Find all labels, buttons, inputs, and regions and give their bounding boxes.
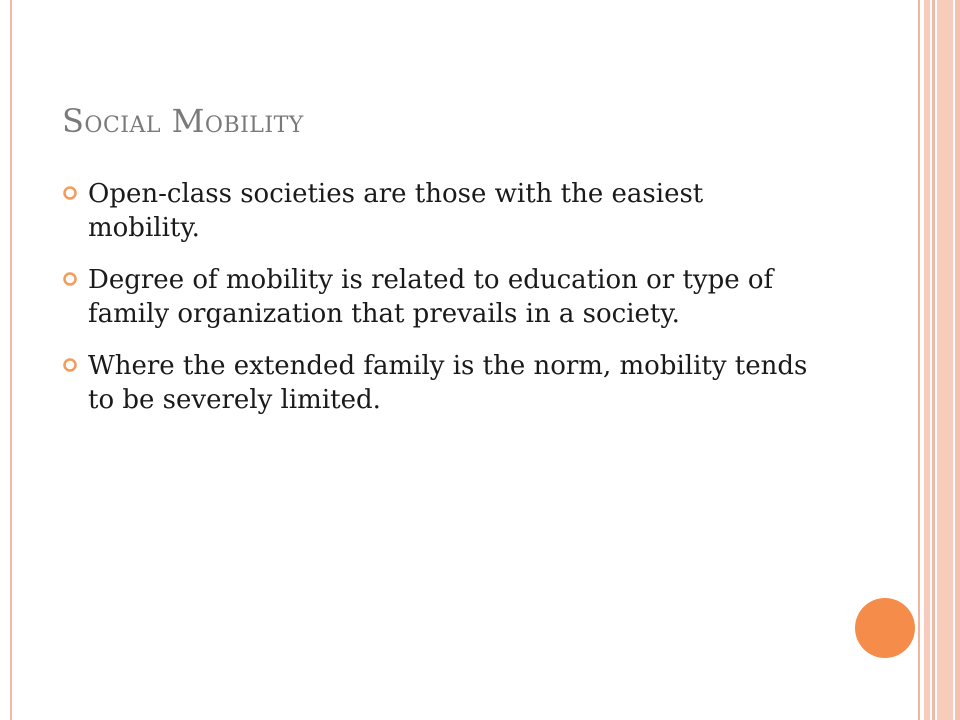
bullet-item [60,263,820,331]
bullet-item [60,177,820,245]
right-stripe [955,0,960,720]
bullet-text: Open-class societies are those with the easiest mobility. [88,179,704,243]
ring-bullet-icon [62,185,78,201]
slide-title: Social Mobility [62,102,304,140]
right-stripe [918,0,920,720]
bullet-text: Where the extended family is the norm, mobility tends to be severely limited. [88,351,808,415]
accent-circle [855,598,915,658]
ring-bullet-icon [62,271,78,287]
right-stripe [937,0,953,720]
bullet-item [60,349,820,417]
right-stripe [924,0,930,720]
ring-bullet-icon [62,357,78,373]
left-border-line [10,0,12,720]
bullet-list [60,177,820,435]
right-stripe [932,0,935,720]
bullet-text: Degree of mobility is related to education or type of family organization that prevails in a society. [88,265,774,329]
